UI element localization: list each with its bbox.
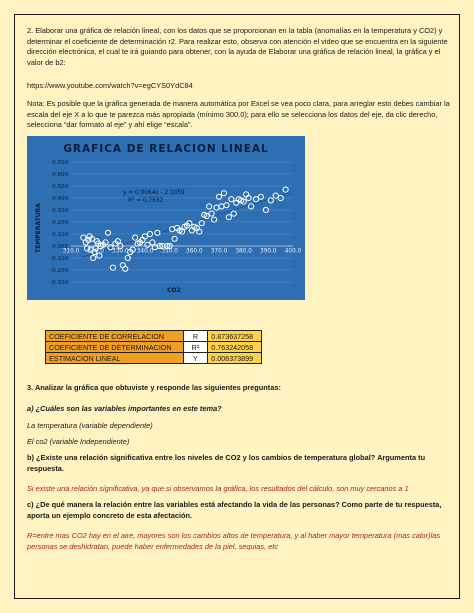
y-tick-label: 0.500	[52, 184, 68, 190]
note-paragraph: Nota: Es posible que la gráfica generada de manera automática por Excel se vea poco clara, para arreglar esto debes cambiar la escala del eje X a lo que te parezca más apropiada (mínimo 300.0); para ello se selecciona los datos del eje, da clic derecho, selecciona “dar formato al eje” y ahí elige “escala”.	[27, 99, 450, 130]
data-point	[207, 204, 212, 209]
x-tick-label: 400.0	[284, 248, 302, 255]
x-tick-label: 310.0	[62, 248, 80, 255]
data-point	[211, 217, 216, 222]
data-point	[110, 265, 115, 270]
r-squared-label: R² = 0.7632	[128, 198, 164, 204]
data-point	[258, 194, 263, 199]
data-point	[219, 204, 224, 209]
data-point	[253, 197, 258, 202]
trend-equation: y = 0.0064x - 2.1059	[123, 190, 185, 196]
stat-label: COEFICIENTE DE DETERMINACION	[46, 342, 184, 353]
chart-gridlines	[71, 162, 293, 282]
table-row	[46, 353, 262, 364]
data-point	[216, 194, 221, 199]
x-tick-label: 350.0	[161, 248, 178, 255]
stat-symbol: R²	[183, 342, 208, 353]
data-point	[209, 211, 214, 216]
y-tick-label: -0.300	[50, 280, 68, 286]
x-axis-label: CO2	[167, 287, 181, 294]
answer-b: Si existe una relación significativa, ya que si observamos la gráfica, los resultados del cálculo, son muy cercanos a 1	[27, 484, 409, 493]
chart-svg	[27, 136, 305, 300]
table-row	[46, 331, 262, 342]
x-tick-label: 320.0	[87, 248, 104, 255]
y-tick-label: 0.000	[52, 244, 68, 250]
x-tick-label: 360.0	[186, 248, 203, 255]
stat-symbol: Y	[183, 353, 208, 364]
section3-heading: 3. Analizar la gráfica que obtuviste y responde las siguientes preguntas:	[27, 383, 281, 392]
x-tick-label: 340.0	[136, 248, 154, 255]
y-tick-label: -0.100	[50, 256, 68, 262]
y-axis-label: TEMPERATURA	[35, 203, 42, 253]
data-point	[145, 242, 150, 247]
table-row	[46, 342, 262, 353]
stat-value: 0.006373899	[208, 353, 262, 364]
data-point	[273, 193, 278, 198]
question-b: b) ¿Existe una relación significativa entre los niveles de CO2 y los cambios de temperatura global? Argumenta tu respuesta.	[27, 453, 426, 473]
y-tick-label: -0.200	[50, 268, 68, 274]
answer-c: R=entre mas CO2 hay en el aire, mayores son los cambios altos de temperatura, y al haber mayor temperatura (mas calor)las personas se deshidratan, puede haber enfermedades de la piel, sequias, etc	[27, 531, 441, 551]
y-tick-label: 0.700	[52, 160, 68, 166]
data-point	[172, 236, 177, 241]
video-url[interactable]: https://www.youtube.com/watch?v=egCYS0YdC84	[27, 81, 193, 90]
answer-a-1: La temperatura (variable dependiente)	[27, 421, 153, 430]
chart-title: GRAFICA DE RELACION LINEAL	[63, 143, 269, 155]
stats-table	[45, 330, 262, 364]
x-tick-label: 370.0	[210, 248, 228, 255]
stat-label: ESTIMACION LINEAL	[46, 353, 184, 364]
data-point	[105, 230, 110, 235]
intro-paragraph: 2. Elaborar una gráfica de relación lineal, con los datos que se proporcionan en la tabla (anomalías en la temperatura y CO2) y determinar el coeficiente de determinación r2. Para realizar esto, observa con atención el video que se encuentra en la siguiente dirección electrónica, el cual te irá guiando para obtener, con la ayuda de Elaborar una gráfica de relación lineal, la gráfica y el valor de b2:	[27, 26, 448, 67]
data-point	[133, 235, 138, 240]
y-tick-label: 0.400	[52, 196, 68, 202]
question-c: c) ¿De qué manera la relación entre las variables está afectando la vida de las personas? Como parte de tu respuesta, aporta un ejemplo concreto de esta afectación.	[27, 500, 442, 520]
data-point	[231, 211, 236, 216]
scatter-chart	[27, 136, 305, 300]
stat-value: 0.763242058	[208, 342, 262, 353]
data-point	[155, 230, 160, 235]
y-tick-label: 0.600	[52, 172, 68, 178]
data-point	[224, 203, 229, 208]
data-point	[226, 215, 231, 220]
x-tick-label: 380.0	[235, 248, 252, 255]
x-tick-label: 330.0	[112, 248, 129, 255]
y-tick-label: 0.300	[52, 208, 68, 214]
data-point	[283, 187, 288, 192]
stat-symbol: R	[183, 331, 208, 342]
question-a: a) ¿Cuáles son las variables importantes en este tema?	[27, 404, 222, 413]
data-points	[81, 187, 288, 271]
x-tick-label: 390.0	[260, 248, 277, 255]
data-point	[229, 197, 234, 202]
y-axis-ticks	[50, 160, 68, 286]
y-tick-label: 0.100	[52, 232, 68, 238]
stat-value: 0.873637258	[208, 331, 262, 342]
x-axis-ticks	[63, 249, 302, 255]
stat-label: COEFICIENTE DE CORRELACION	[46, 331, 184, 342]
data-point	[214, 205, 219, 210]
data-point	[199, 221, 204, 226]
data-point	[221, 191, 226, 196]
answer-a-2: El co2 (variable Independiente)	[27, 437, 130, 446]
y-tick-label: 0.200	[52, 220, 68, 226]
